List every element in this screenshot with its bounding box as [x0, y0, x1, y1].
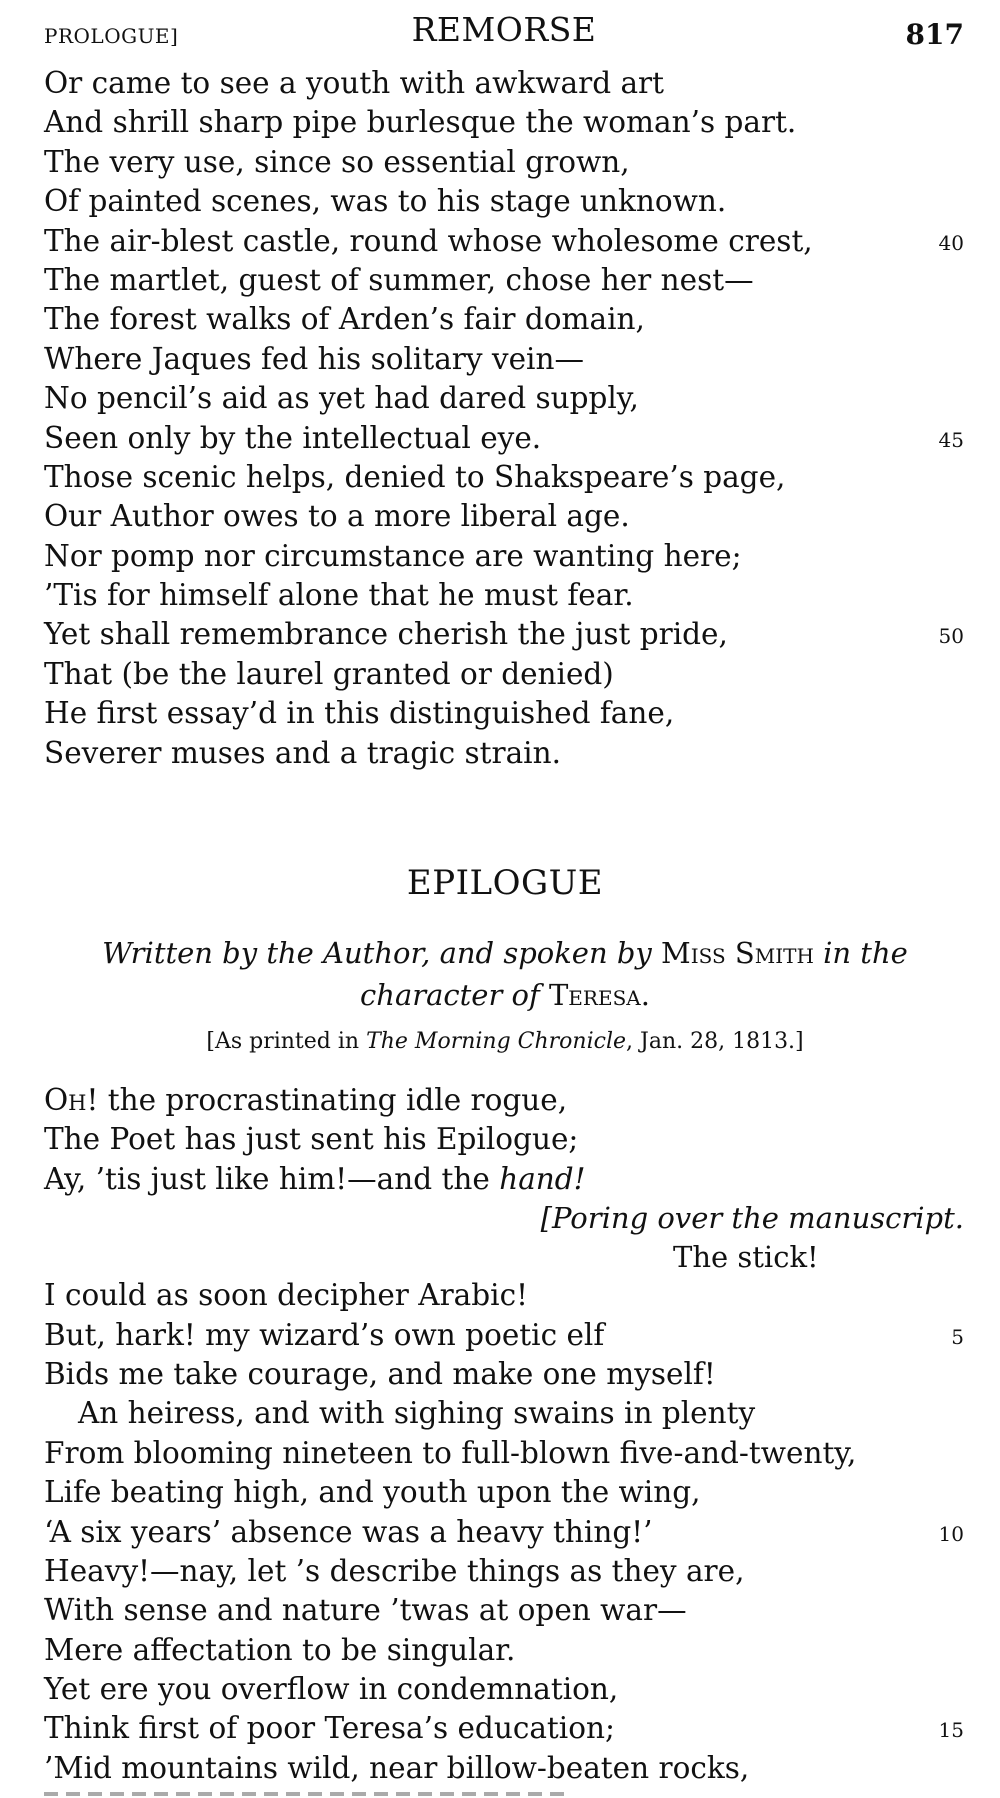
verse-line	[44, 143, 964, 182]
line-number: 15	[938, 1718, 964, 1743]
epilogue-subtitle	[60, 932, 950, 1016]
line-italic: hand!	[499, 1161, 586, 1196]
verse-line	[44, 1394, 964, 1433]
line-number: 10	[938, 1521, 964, 1546]
line-text: The martlet, guest of summer, chose her nest—	[44, 262, 754, 297]
stage-direction-continued: The stick!	[673, 1240, 819, 1275]
line-text: Think first of poor Teresa’s education;	[44, 1711, 615, 1746]
line-number: 45	[938, 427, 964, 452]
verse-line	[44, 458, 964, 497]
verse-line	[44, 419, 964, 458]
line-text: With sense and nature ’twas at open war—	[44, 1593, 687, 1628]
verse-line	[44, 1631, 964, 1670]
verse-line	[44, 1709, 964, 1748]
line-text: From blooming nineteen to full-blown five-and-twenty,	[44, 1435, 857, 1470]
verse-line	[44, 1513, 964, 1552]
verse-line	[44, 1355, 964, 1394]
line-text: Where Jaques fed his solitary vein—	[44, 341, 584, 376]
speaker-name: Miss Smith	[661, 936, 814, 970]
verse-line	[44, 1670, 964, 1709]
line-number: 50	[938, 624, 964, 649]
line-text: Yet ere you overflow in condemnation,	[44, 1672, 619, 1707]
verse-line	[44, 537, 964, 576]
line-text: The Poet has just sent his Epilogue;	[44, 1122, 579, 1157]
line-text: ’Mid mountains wild, near billow-beaten rocks,	[44, 1750, 750, 1785]
verse-line	[44, 64, 964, 103]
line-text: Our Author owes to a more liberal age.	[44, 499, 630, 534]
verse-line	[44, 103, 964, 142]
line-text: I could as soon decipher Arabic!	[44, 1278, 528, 1313]
character-name: Teresa	[548, 978, 641, 1012]
verse-line	[44, 1434, 964, 1473]
verse-line	[44, 182, 964, 221]
print-note	[0, 1029, 1000, 1054]
stage-direction: [Poring over the manuscript.	[540, 1201, 964, 1236]
verse-line	[44, 261, 964, 300]
note-source: The Morning Chronicle	[366, 1029, 627, 1054]
subtitle-text: Written by the Author, and spoken by	[102, 936, 662, 970]
line-text: Yet shall remembrance cherish the just pride,	[44, 617, 728, 652]
verse-line	[44, 1473, 964, 1512]
line-number: 40	[938, 230, 964, 255]
line-text: Nor pomp nor circumstance are wanting here;	[44, 538, 742, 573]
verse-line	[44, 340, 964, 379]
line-text: And shrill sharp pipe burlesque the woman’s part.	[44, 105, 797, 140]
line-text: That (be the laurel granted or denied)	[44, 656, 614, 691]
epilogue-title: EPILOGUE	[406, 863, 604, 903]
running-head-title: REMORSE	[411, 10, 597, 49]
line-text: Bids me take courage, and make one myself!	[44, 1356, 716, 1391]
line-text: But, hark! my wizard’s own poetic elf	[44, 1317, 605, 1352]
epilogue-verse	[44, 1081, 964, 1788]
verse-line	[44, 1749, 964, 1788]
cut-off-line	[44, 1786, 564, 1798]
line-text: Severer muses and a tragic strain.	[44, 735, 561, 770]
line-text: The very use, since so essential grown,	[44, 144, 630, 179]
line-text: Of painted scenes, was to his stage unknown.	[44, 184, 727, 219]
verse-line	[44, 1276, 964, 1315]
line-text: ! the procrastinating idle rogue,	[86, 1083, 568, 1117]
opening-word: Oh	[44, 1083, 87, 1117]
verse-line	[44, 615, 964, 654]
note-close: , Jan. 28, 1813.]	[626, 1029, 804, 1054]
line-text: ‘A six years’ absence was a heavy thing!’	[44, 1514, 653, 1549]
subtitle-text: character of	[360, 978, 549, 1012]
verse-line	[44, 1316, 964, 1355]
running-head	[44, 10, 964, 54]
verse-line	[44, 734, 964, 773]
verse-line	[44, 576, 964, 615]
line-text: Life beating high, and youth upon the wing,	[44, 1475, 701, 1510]
line-text: Ay, ’tis just like him!—and the	[44, 1161, 500, 1196]
line-text: Seen only by the intellectual eye.	[44, 420, 542, 455]
line-text: He first essay’d in this distinguished fane,	[44, 696, 675, 731]
line-text: An heiress, and with sighing swains in plenty	[78, 1396, 756, 1431]
subtitle-end: .	[640, 978, 650, 1012]
page-number: 817	[905, 18, 964, 51]
prologue-verse	[44, 64, 964, 773]
verse-line	[44, 497, 964, 536]
verse-line	[44, 1081, 964, 1120]
verse-line	[44, 1552, 964, 1591]
line-text: Mere affectation to be singular.	[44, 1632, 516, 1667]
verse-line	[44, 655, 964, 694]
line-text: The air-blest castle, round whose wholesome crest,	[44, 223, 813, 258]
running-head-section: PROLOGUE]	[44, 24, 179, 48]
verse-line	[44, 300, 964, 339]
line-text: Or came to see a youth with awkward art	[44, 66, 665, 100]
verse-line	[44, 1160, 964, 1199]
line-text: Those scenic helps, denied to Shakspeare’s page,	[44, 459, 786, 494]
verse-line	[44, 694, 964, 733]
subtitle-text: in the	[813, 936, 908, 970]
verse-line	[44, 1120, 964, 1159]
note-open: [As printed in	[206, 1029, 367, 1054]
verse-line	[44, 222, 964, 261]
line-text: No pencil’s aid as yet had dared supply,	[44, 381, 639, 416]
line-text: The forest walks of Arden’s fair domain,	[44, 302, 645, 337]
line-number: 5	[951, 1324, 964, 1349]
line-text: Heavy!—nay, let ’s describe things as they are,	[44, 1553, 745, 1588]
line-text: ’Tis for himself alone that he must fear.	[44, 578, 634, 613]
verse-line	[44, 379, 964, 418]
verse-line	[44, 1591, 964, 1630]
